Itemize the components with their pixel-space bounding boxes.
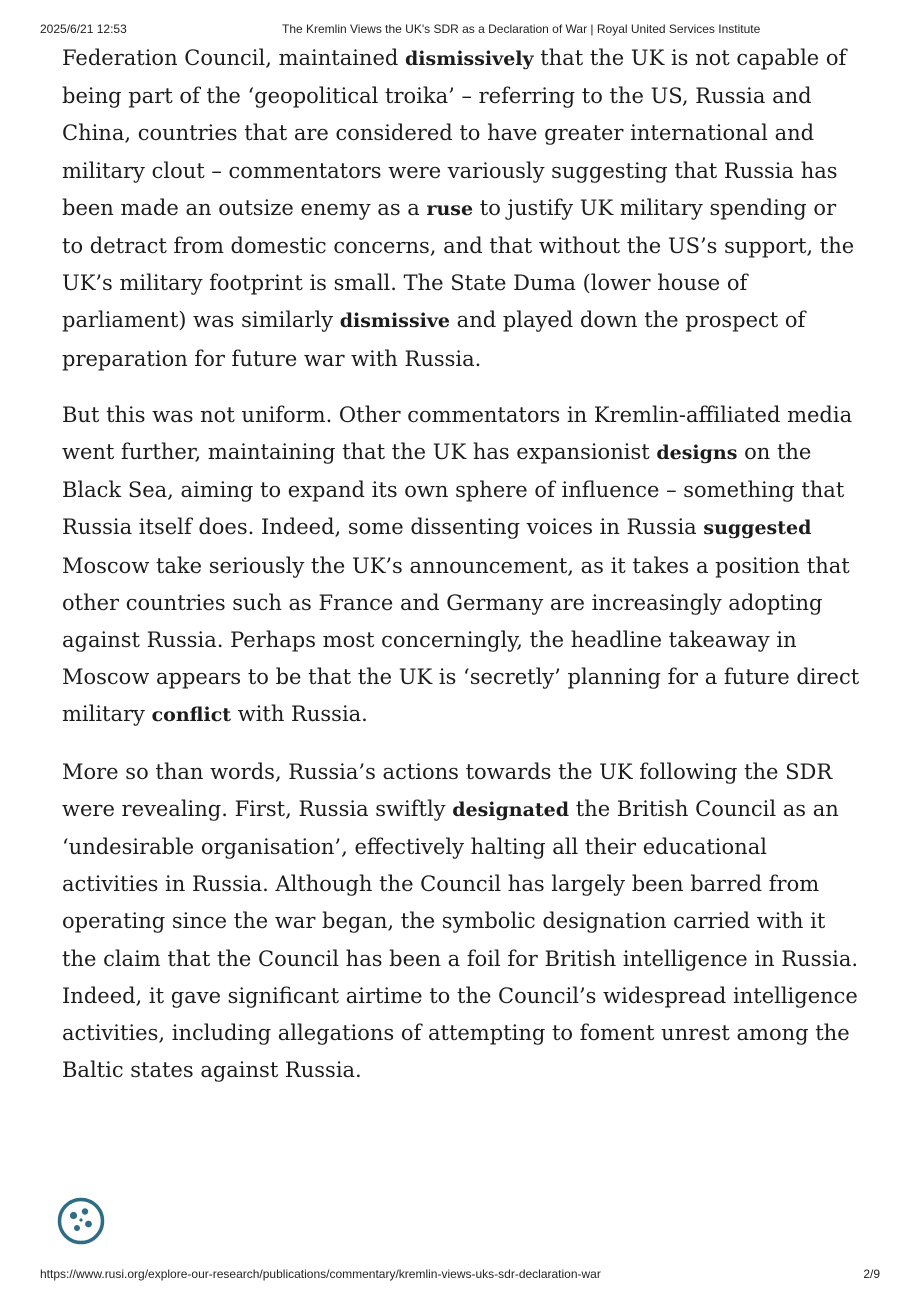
paragraph-text: the British Council as an ‘undesirable organisation’, effectively halting all their educational activities in Russia. Although the Council has largely been barred from operating since the war began, the symbolic designation carried with it the claim that the Council has been a foil for British intelligence in Russia. Indeed, it gave significant airtime to the Council’s widespread intelligence activities, including allegations of attempting to foment unrest among the Baltic states against Russia. — [62, 796, 859, 1083]
article-paragraph — [62, 754, 862, 1090]
print-datetime: 2025/6/21 12:53 — [40, 22, 127, 36]
page-number: 2/9 — [863, 1267, 880, 1281]
link-dismissive[interactable]: dismissive — [339, 310, 450, 333]
cookie-icon — [57, 1197, 105, 1245]
article-paragraph — [62, 40, 862, 378]
paragraph-text: Federation Council, maintained — [62, 46, 406, 70]
cookie-settings-button[interactable] — [57, 1197, 105, 1245]
paragraph-text: on the Black Sea, aiming to expand its own sphere of influence – something that Russia itself does. Indeed, some dissenting voices in Russia — [62, 440, 845, 540]
link-ruse[interactable]: ruse — [426, 197, 474, 220]
link-dismissively[interactable]: dismissively — [405, 48, 534, 70]
print-footer — [40, 1267, 880, 1283]
article-body — [62, 40, 862, 1108]
paragraph-text: and played down the prospect of preparation for future war with Russia. — [62, 308, 806, 371]
print-url: https://www.rusi.org/explore-our-research/publications/commentary/kremlin-views-uks-sdr-declaration-war — [40, 1267, 601, 1281]
paragraph-text: to justify UK military spending or to detract from domestic concerns, and that without the US’s support, the UK’s military footprint is small. The State Duma (lower house of parliament) was similarly — [62, 195, 855, 333]
link-suggested[interactable]: suggested — [703, 517, 812, 540]
article-paragraph — [62, 397, 862, 735]
paragraph-text: that the UK is not capable of being part of the ‘geopolitical troika’ – referring to the US, Russia and China, countries that are considered to have greater international and military clout – commentators were variously suggesting that Russia has been made an outsize enemy as a — [62, 46, 847, 220]
print-header — [40, 22, 880, 38]
link-designs[interactable]: designs — [656, 442, 738, 465]
paragraph-text: More so than words, Russia’s actions towards the UK following the SDR were revealing. First, Russia swiftly — [62, 759, 833, 821]
print-page-title: The Kremlin Views the UK's SDR as a Declaration of War | Royal United Services Institute — [282, 22, 761, 36]
paragraph-text: Moscow take seriously the UK’s announcement, as it takes a position that other countries such as France and Germany are increasingly adopting against Russia. Perhaps most concerningly, the headline takeaway in Moscow appears to be that the UK is ‘secretly’ planning for a future direct military — [62, 553, 860, 727]
paragraph-text: But this was not uniform. Other commentators in Kremlin-affiliated media went further, maintaining that the UK has expansionist — [62, 402, 853, 465]
paragraph-text: with Russia. — [231, 702, 368, 727]
link-designated[interactable]: designated — [452, 798, 570, 821]
link-conflict[interactable]: conflict — [151, 704, 232, 727]
